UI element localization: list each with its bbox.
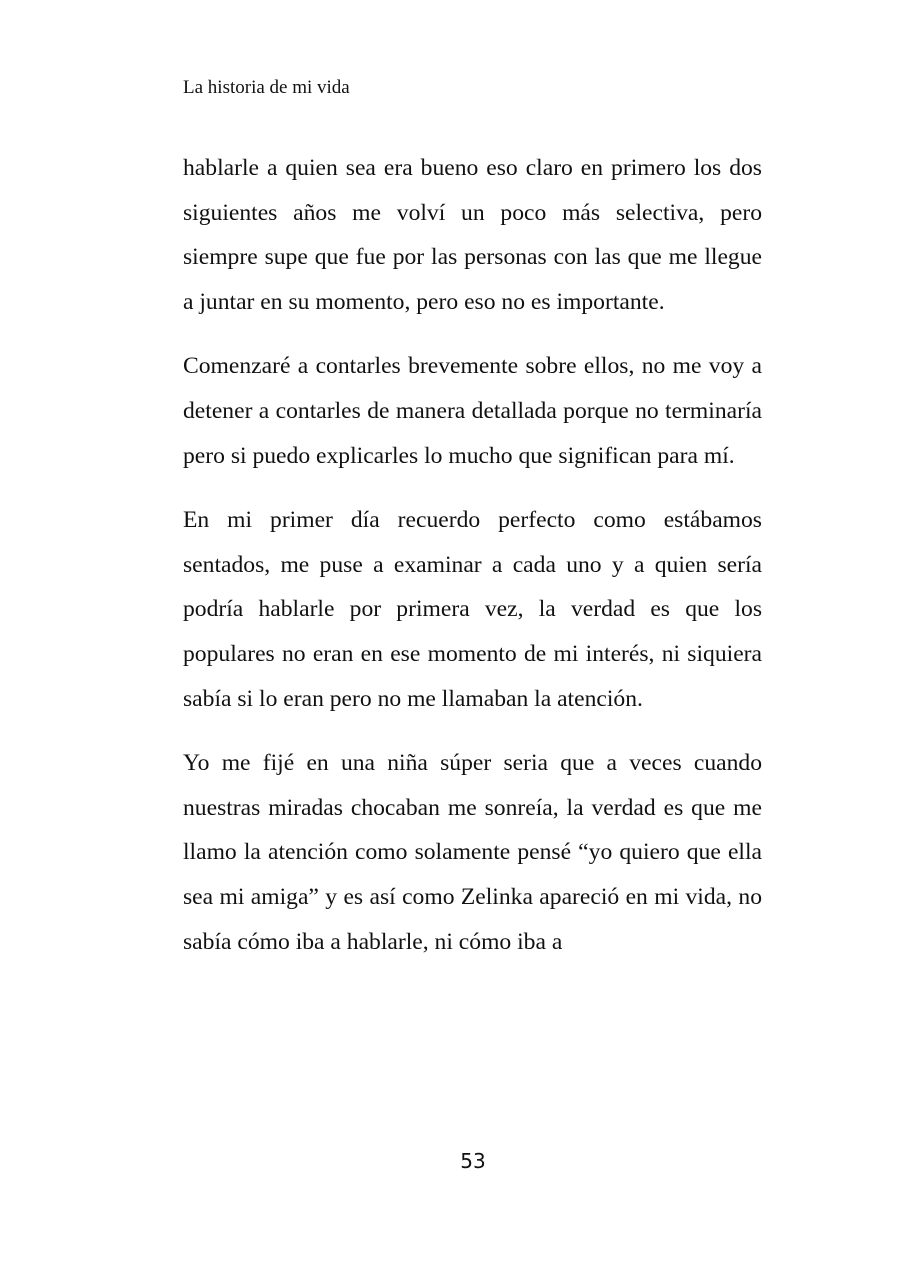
paragraph: Comenzaré a contarles brevemente sobre ellos, no me voy a detener a contarles de manera detallada porque no terminaría pero si puedo explicarles lo mucho que significan para mí. — [183, 353, 762, 469]
page-number: 53 — [460, 1149, 486, 1173]
paragraph: En mi primer día recuerdo perfecto como estábamos sentados, me puse a examinar a cada uno y a quien sería podría hablarle por primera vez, la verdad es que los populares no eran en ese momento de mi interés, ni siquiera sabía si lo eran pero no me llamaban la atención. — [183, 507, 762, 712]
body-text — [183, 146, 762, 964]
paragraph: hablarle a quien sea era bueno eso claro en primero los dos siguientes años me volví un poco más selectiva, pero siempre supe que fue por las personas con las que me llegue a juntar en su momento, pero eso no es importante. — [183, 155, 762, 315]
paragraph: Yo me fijé en una niña súper seria que a veces cuando nuestras miradas chocaban me sonreía, la verdad es que me llamo la atención como solamente pensé “yo quiero que ella sea mi amiga” y es así como Zelinka apareció en mi vida, no sabía cómo iba a hablarle, ni cómo iba a — [183, 750, 762, 955]
running-header: La historia de mi vida — [183, 77, 350, 98]
